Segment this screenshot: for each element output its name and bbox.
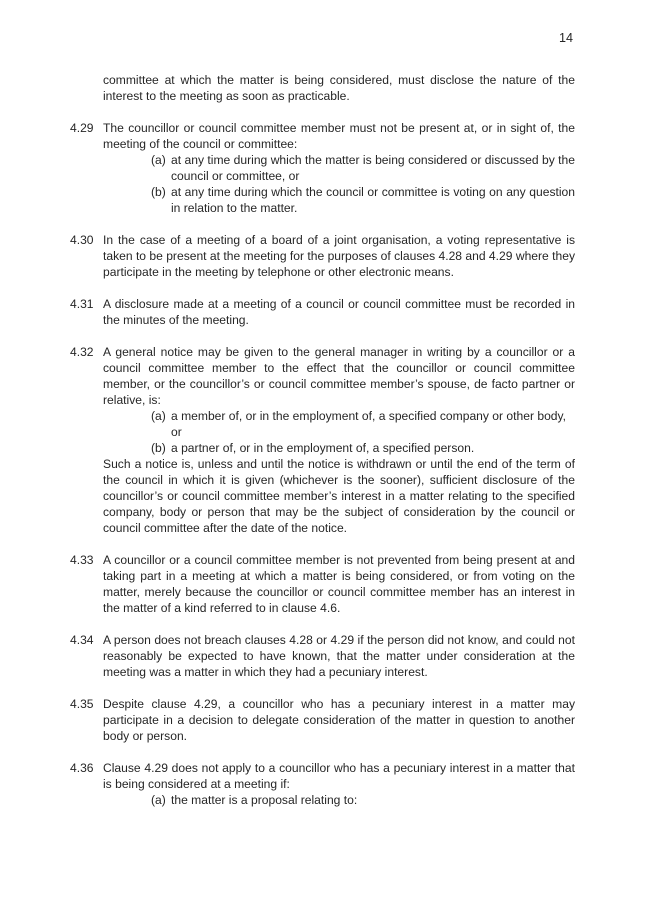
clause-4-32 xyxy=(0,344,575,408)
clause-number: 4.30 xyxy=(70,233,94,247)
sub-item-label: (b) xyxy=(151,441,166,455)
sub-item xyxy=(0,792,575,808)
clause-text: In the case of a meeting of a board of a joint organisation, a voting representative is taken to be present at the meeting for the purposes of clauses 4.28 and 4.29 where they participate in the meeting by telephone or other electronic means. xyxy=(103,233,575,279)
sub-item-label: (b) xyxy=(151,185,166,199)
clause-number: 4.33 xyxy=(70,553,94,567)
clause-number: 4.34 xyxy=(70,633,94,647)
clause-4-30 xyxy=(0,232,575,280)
clause-text: A disclosure made at a meeting of a council or council committee must be recorded in the minutes of the meeting. xyxy=(103,297,575,327)
clause-number: 4.35 xyxy=(70,697,94,711)
sub-item xyxy=(0,424,575,440)
clause-text: Despite clause 4.29, a councillor who has a pecuniary interest in a matter may participate in a decision to delegate consideration of the matter in question to another body or person. xyxy=(103,697,575,743)
sub-item xyxy=(0,408,575,424)
document-body xyxy=(0,72,645,808)
clause-text: A general notice may be given to the general manager in writing by a councillor or a council committee member to the effect that the councillor or council committee member, or the councillor’s or council committee member’s spouse, de facto partner or relative, is: xyxy=(103,345,575,407)
clause-text: A councillor or a council committee member is not prevented from being present at and taking part in a meeting at which a matter is being considered, or from voting on the matter, merely because the councillor or council committee member has an interest in the matter of a kind referred to in clause 4.6. xyxy=(103,553,575,615)
sub-item xyxy=(0,152,575,184)
clause-number: 4.29 xyxy=(70,121,94,135)
intro-paragraph: committee at which the matter is being considered, must disclose the nature of the interest to the meeting as soon as practicable. xyxy=(103,73,575,103)
sub-item-text: the matter is a proposal relating to: xyxy=(171,793,358,807)
clause-number: 4.36 xyxy=(70,761,94,775)
sub-item-text: at any time during which the matter is being considered or discussed by the council or committee, or xyxy=(171,153,575,183)
clause-text: A person does not breach clauses 4.28 or 4.29 if the person did not know, and could not reasonably be expected to have known, that the matter under consideration at the meeting was a matter in which they had a pecuniary interest. xyxy=(103,633,575,679)
clause-4-33 xyxy=(0,552,575,616)
clause-4-35 xyxy=(0,696,575,744)
sub-item-label: (a) xyxy=(151,153,166,167)
sub-item-text: or xyxy=(171,425,182,439)
clause-4-34 xyxy=(0,632,575,680)
sub-item-label: (a) xyxy=(151,409,166,423)
clause-text: Clause 4.29 does not apply to a councillor who has a pecuniary interest in a matter that is being considered at a meeting if: xyxy=(103,761,575,791)
sub-item-text: at any time during which the council or committee is voting on any question in relation to the matter. xyxy=(171,185,575,215)
sub-item xyxy=(0,440,575,456)
sub-item xyxy=(0,184,575,216)
sub-item-text: a member of, or in the employment of, a specified company or other body, xyxy=(171,409,567,423)
clause-number: 4.32 xyxy=(70,345,94,359)
sub-item-label: (a) xyxy=(151,793,166,807)
clause-number: 4.31 xyxy=(70,297,94,311)
clause-4-29 xyxy=(0,120,575,152)
clause-4-31 xyxy=(0,296,575,328)
clause-4-36 xyxy=(0,760,575,792)
page-number: 14 xyxy=(559,31,574,45)
clause-text: The councillor or council committee member must not be present at, or in sight of, the meeting of the council or committee: xyxy=(103,121,575,151)
sub-item-text: a partner of, or in the employment of, a specified person. xyxy=(171,441,475,455)
clause-4-32-continuation: Such a notice is, unless and until the notice is withdrawn or until the end of the term of the council in which it is given (whichever is the sooner), sufficient disclosure of the councillor’s or council committee member’s interest in a matter relating to the specified company, body or person that may be the subject of consideration by the council or council committee after the date of the notice. xyxy=(103,457,575,535)
